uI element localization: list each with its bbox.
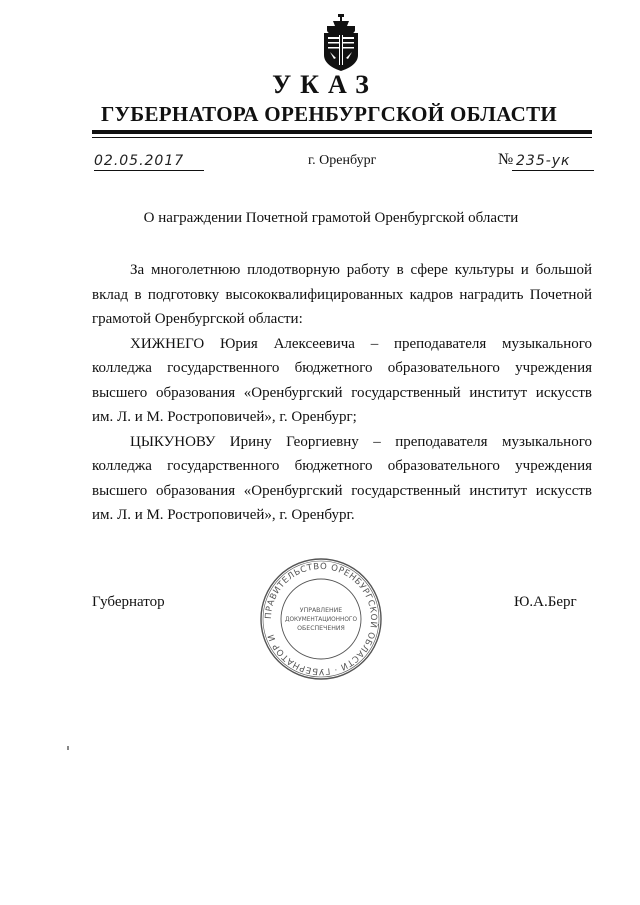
- stamp-line-1: УПРАВЛЕНИЕ: [299, 607, 343, 614]
- stamp-ring-text: ПРАВИТЕЛЬСТВО ОРЕНБУРГСКОЙ ОБЛАСТИ · ГУБЕРНАТОР И: [263, 561, 379, 677]
- stamp-line-2: ДОКУМЕНТАЦИОННОГО: [284, 617, 358, 623]
- body-award-paragraph-2: ЦЫКУНОВУ Ирину Георгиевну – преподавателя музыкального колледжа государственного бюджетного образовательного учреждения высшего образования «Оренбургский государственный институт искусств им. Л. и М. Ростроповичей», г. Оренбург.: [92, 433, 592, 523]
- signatory-name: Ю.А.Берг: [514, 594, 577, 610]
- decree-heading: О награждении Почетной грамотой Оренбургской области: [143, 210, 519, 226]
- decree-body: [92, 258, 592, 528]
- decree-number-label: №: [498, 151, 514, 168]
- body-award-paragraph-1: ХИЖНЕГО Юрия Алексеевича – преподавателя музыкального колледжа государственного бюджетного образовательного учреждения высшего образования «Оренбургский государственный институт искусств им. Л. и М. Ростроповичей», г. Оренбург;: [92, 335, 592, 425]
- stamp-line-3: ОБЕСПЕЧЕНИЯ: [297, 625, 345, 632]
- coat-of-arms-emblem: [318, 14, 364, 72]
- body-intro-paragraph: За многолетнюю плодотворную работу в сфере культуры и большой вклад в подготовку высококвалифицированных кадров наградить Почетной грамотой Оренбургской области:: [92, 262, 592, 327]
- decree-city: г. Оренбург: [308, 153, 377, 168]
- header-divider-thick: [92, 130, 592, 134]
- header-divider-thin: [92, 137, 592, 138]
- decree-number-value: 235-ук: [512, 153, 594, 171]
- decree-subtitle: ГУБЕРНАТОРА ОРЕНБУРГСКОЙ ОБЛАСТИ: [100, 102, 558, 126]
- scan-speck: [67, 746, 69, 750]
- signatory-position: Губернатор: [92, 594, 165, 610]
- official-stamp: [258, 556, 384, 682]
- decree-date: 02.05.2017: [94, 153, 204, 171]
- decree-title: УКАЗ: [272, 70, 378, 99]
